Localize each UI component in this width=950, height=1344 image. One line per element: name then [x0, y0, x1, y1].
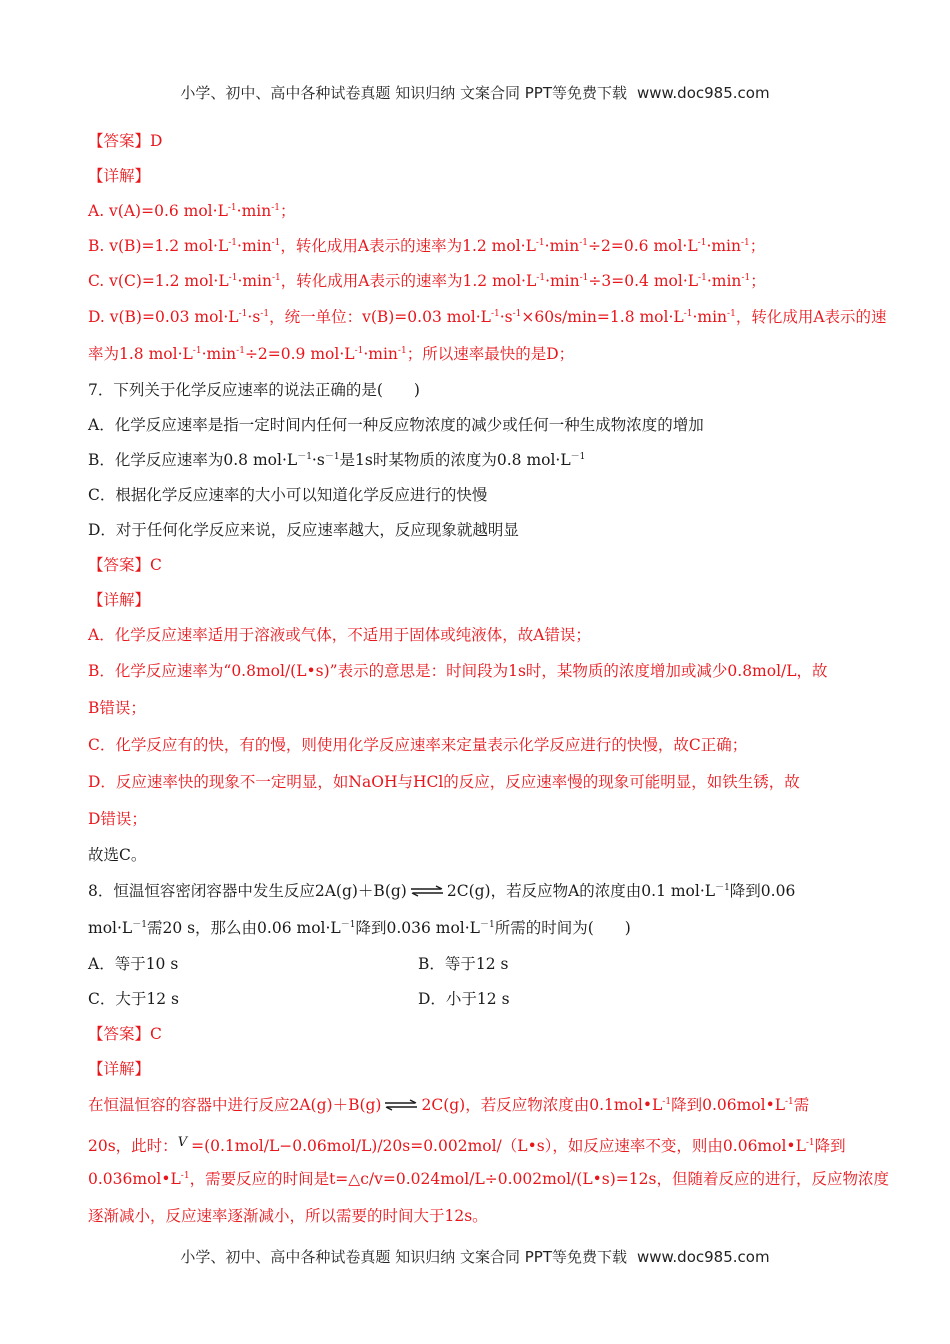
q8-detail-label: 【详解】 [88, 1060, 151, 1078]
q8-exp-line3: $0.036mol•L^{-1}$，需要反应的时间是t=△c/v=0.024mol/L÷0.002mol/(L•s)=12s，但随着反应的进行，反应物浓度 [88, 1170, 889, 1188]
page-header [0, 82, 950, 103]
document-body [88, 124, 889, 1235]
q7-exp-a: A．化学反应速率适用于溶液或气体，不适用于固体或纯液体，故A错误； [88, 626, 591, 644]
q7-stem: 7．下列关于化学反应速率的说法正确的是( ) [88, 381, 420, 399]
equilibrium-arrow-icon [383, 1099, 419, 1111]
q7-detail-label: 【详解】 [88, 591, 151, 609]
q6-exp-b: B. v(B)=1.2 $mol\cdot L^{-1}\cdot\min^{-1}$，转化成用A表示的速率为1.2 $mol\cdot L^{-1}\cdot\min^{-1}\div 2=0.6$ $mol\cdot L^{-1}\cdot\min^{-1}$； [88, 237, 766, 255]
q8-option-b: B．等于12 s [418, 955, 509, 973]
q7-exp-b-line2: B错误； [88, 699, 146, 717]
q6-exp-c: C. v(C)=1.2 $mol\cdot L^{-1}\cdot\min^{-1}$，转化成用A表示的速率为1.2 $mol\cdot L^{-1}\cdot\min^{-1}\div 3=0.4$ $mol\cdot L^{-1}\cdot\min^{-1}$； [88, 272, 766, 290]
q6-detail-label: 【详解】 [88, 167, 151, 185]
q6-exp-a: A. v(A)=0.6 $mol\cdot L^{-1}\cdot\min^{-1}$； [88, 202, 296, 220]
q7-answer: 【答案】C [88, 556, 162, 574]
footer-text: 小学、初中、高中各种试卷真题 知识归纳 文案合同 PPT等免费下载 [180, 1248, 627, 1266]
velocity-symbol: V [177, 1135, 188, 1150]
q8-answer: 【答案】C [88, 1025, 162, 1043]
q7-option-c: C．根据化学反应速率的大小可以知道化学反应进行的快慢 [88, 486, 488, 504]
q6-exp-d-line2: 率为1.8 $mol\cdot L^{-1}\cdot\min^{-1}\div 2=0.9$ $mol\cdot L^{-1}\cdot\min^{-1}$；所以速率最快的是D； [88, 345, 575, 363]
q8-stem-line2: $mol\cdot L^{-1}$需20 s，那么由0.06 $mol\cdot L^{-1}$降到0.036 $mol\cdot L^{-1}$所需的时间为( ) [88, 919, 631, 937]
q7-option-a: A．化学反应速率是指一定时间内任何一种反应物浓度的减少或任何一种生成物浓度的增加 [88, 416, 704, 434]
equilibrium-arrow-icon [409, 885, 445, 897]
q7-conclusion: 故选C。 [88, 846, 147, 864]
q6-answer: 【答案】D [88, 132, 163, 150]
q7-exp-b-line1: B．化学反应速率为“0.8mol/(L•s)”表示的意思是：时间段为1s时，某物质的浓度增加或减少0.8mol/L，故 [88, 662, 828, 680]
q7-option-b: B．化学反应速率为0.8 $mol\cdot L^{-1}\cdot s^{-1}$是1s时某物质的浓度为0.8 $mol\cdot L^{-1}$ [88, 451, 586, 469]
q8-exp-line4: 逐渐减小，反应速率逐渐减小，所以需要的时间大于12s。 [88, 1207, 488, 1225]
q8-option-a: A．等于10 s [88, 955, 179, 973]
footer-site: www.doc985.com [636, 1248, 770, 1266]
q8-stem-line1: 8．恒温恒容密闭容器中发生反应2A(g)＋B(g) 2C(g)，若反应物A的浓度由0.1 $mol\cdot L^{-1}$降到0.06 [88, 882, 796, 900]
q7-option-d: D．对于任何化学反应来说，反应速率越大，反应现象就越明显 [88, 521, 519, 539]
q8-exp-line1: 在恒温恒容的容器中进行反应2A(g)＋B(g) 2C(g)，若反应物浓度由$0.1mol•L^{-1}$降到$0.06mol•L^{-1}$需 [88, 1096, 810, 1114]
q8-options-row1 [88, 947, 868, 982]
q7-exp-d-line2: D错误； [88, 810, 147, 828]
q7-exp-d-line1: D．反应速率快的现象不一定明显，如NaOH与HCl的反应，反应速率慢的现象可能明显，如铁生锈，故 [88, 773, 800, 791]
header-text: 小学、初中、高中各种试卷真题 知识归纳 文案合同 PPT等免费下载 [180, 84, 627, 102]
page-footer [0, 1246, 950, 1267]
q8-option-c: C．大于12 s [88, 990, 179, 1008]
q8-options-row2 [88, 982, 868, 1017]
q8-exp-line2: 20s，此时：$^V$ =(0.1mol/L−0.06mol/L)/20s=0.002mol/（L•s），如反应速率不变，则由$0.06mol•L^{-1}$降到 [88, 1135, 846, 1155]
q6-exp-d-line1: D. v(B)=0.03 $mol\cdot L^{-1}\cdot s^{-1}$，统一单位：v(B)=0.03 $mol\cdot L^{-1}\cdot s^{-1}\times 60s/\min=1.8$ $mol\cdot L^{-1}\cdot\min^{-1}$，转化成用A表示的速 [88, 308, 887, 326]
header-site: www.doc985.com [636, 84, 770, 102]
q8-option-d: D．小于12 s [418, 990, 510, 1008]
q7-exp-c: C．化学反应有的快，有的慢，则使用化学反应速率来定量表示化学反应进行的快慢，故C正确； [88, 736, 748, 754]
